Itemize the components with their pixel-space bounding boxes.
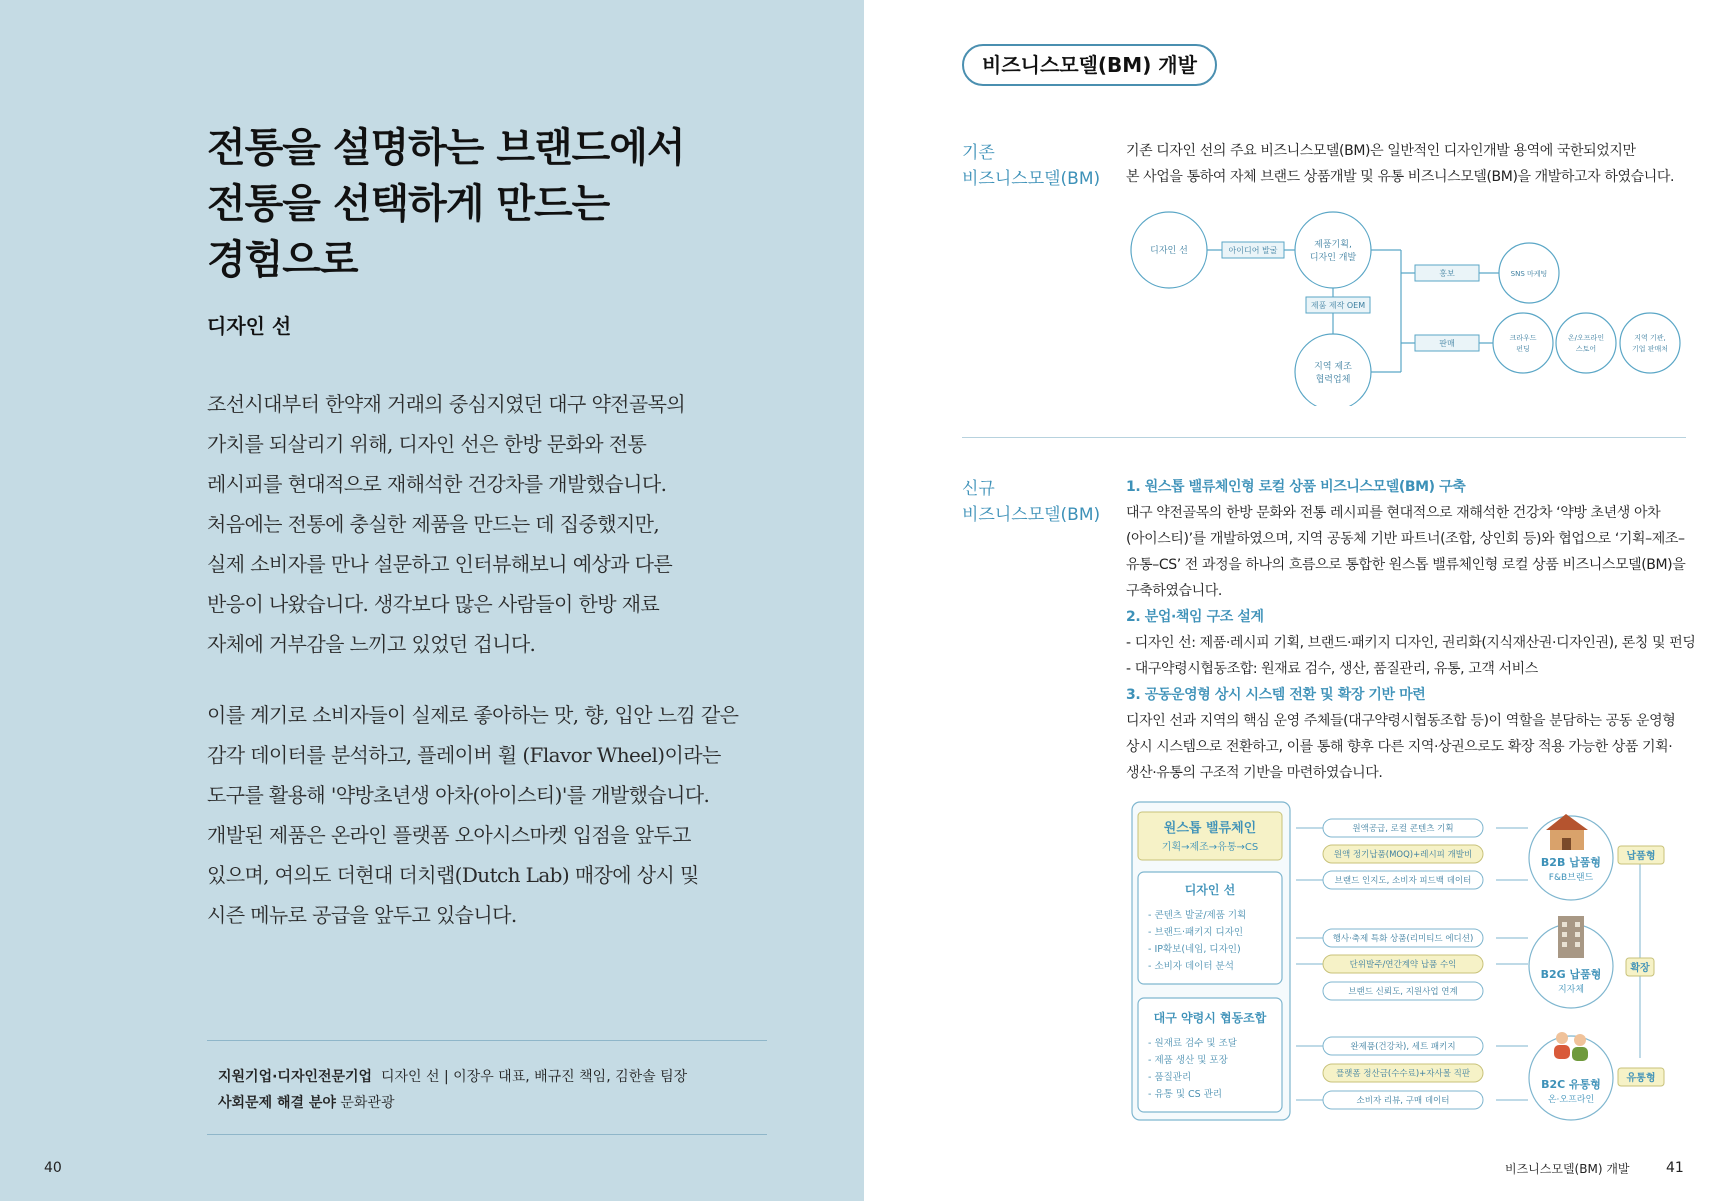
heading-2: 2. 분업·책임 구조 설계 (1126, 609, 1264, 625)
b2c-flow: 소비자 리뷰, 구매 데이터 (1356, 1096, 1450, 1106)
node-plan-line1: 제품기획, (1314, 240, 1352, 250)
node-plan-line2: 디자인 개발 (1309, 253, 1357, 263)
node-design-sun: 디자인 선 (1150, 246, 1188, 256)
node-inst-line2: 기업 판매처 (1631, 345, 1669, 353)
text-line: 유통–CS’ 전 과정을 하나의 흐름으로 통합한 원스톱 밸류체인형 로컬 상품 비즈니스모델(BM)을 (1126, 557, 1686, 573)
onestop-title: 원스톱 밸류체인 (1163, 821, 1257, 836)
company-name: 디자인 선 (207, 314, 292, 338)
design-box-title: 디자인 선 (1184, 883, 1236, 897)
label-line: 기존 (962, 143, 995, 163)
credit-label: 지원기업·디자인전문기업 (218, 1069, 373, 1085)
new-bm-diagram (1126, 800, 1690, 1130)
b2b-flow: 원액 정기납품(MOQ)+레시피 개발비 (1333, 850, 1473, 860)
tag-expand: 확장 (1630, 963, 1650, 974)
credit-line-1 (218, 1066, 687, 1086)
credit-divider-bottom (207, 1134, 767, 1135)
label-line: 비즈니스모델(BM) (962, 169, 1101, 189)
b2b-flow: 브랜드 인지도, 소비자 피드백 데이터 (1334, 876, 1472, 886)
b2b-title: B2B 납품형 (1540, 856, 1602, 869)
text-line: 생산·유통의 구조적 기반을 마련하였습니다. (1126, 765, 1383, 781)
b2b-sub: F&B브랜드 (1548, 873, 1594, 883)
b2c-flow: 완제품(건강차), 세트 패키지 (1350, 1042, 1456, 1052)
coop-item: - 제품 생산 및 포장 (1148, 1055, 1228, 1066)
credit-line-2 (218, 1092, 395, 1112)
heading-3: 3. 공동운영형 상시 시스템 전환 및 확장 기반 마련 (1126, 687, 1426, 703)
node-local-line2: 협력업체 (1315, 375, 1351, 385)
node-crowd-line1: 크라우드 (1509, 334, 1537, 342)
b2g-title: B2G 납품형 (1540, 968, 1602, 981)
b2c-flow: 플랫폼 정산금(수수료)+자사몰 직판 (1335, 1069, 1471, 1079)
text-line: 디자인 선과 지역의 핵심 운영 주체들(대구약령시협동조합 등)이 역할을 분담하는 공동 운영형 (1126, 713, 1676, 729)
building-icon (1558, 916, 1584, 958)
body-line: 이를 계기로 소비자들이 실제로 좋아하는 맛, 향, 입안 느낌 같은 (207, 703, 739, 727)
body-line: 자체에 거부감을 느끼고 있었던 겁니다. (207, 632, 536, 656)
onestop-sub: 기획→제조→유통→CS (1161, 842, 1259, 853)
text-line: 기존 디자인 선의 주요 비즈니스모델(BM)은 일반적인 디자인개발 용역에 국한되었지만 (1126, 143, 1636, 159)
text-line: 구축하였습니다. (1126, 583, 1222, 599)
text-line: - 디자인 선: 제품·레시피 기획, 브랜드·패키지 디자인, 권리화(지식재산권·디자인권), 론칭 및 펀딩 (1126, 635, 1696, 651)
body-line: 개발된 제품은 온라인 플랫폼 오아시스마켓 입점을 앞두고 (207, 823, 691, 847)
section-divider (962, 437, 1686, 438)
coop-box-title: 대구 약령시 협동조합 (1153, 1011, 1267, 1025)
body-line: 가치를 되살리기 위해, 디자인 선은 한방 문화와 전통 (207, 432, 647, 456)
body-line: 레시피를 현대적으로 재해석한 건강차를 개발했습니다. (207, 472, 667, 496)
label-line: 비즈니스모델(BM) (962, 505, 1101, 525)
label-line: 신규 (962, 479, 995, 499)
existing-bm-label (962, 140, 1100, 192)
node-inst-line1: 지역 기관, (1634, 334, 1666, 342)
node-sns: SNS 마케팅 (1510, 270, 1548, 278)
node-crowd-line2: 펀딩 (1516, 345, 1530, 353)
design-item: - 콘텐츠 발굴/제품 기획 (1148, 910, 1247, 921)
tag-dist: 유통형 (1626, 1073, 1656, 1084)
body-line: 있으며, 여의도 더현대 더치랩(Dutch Lab) 매장에 상시 및 (207, 863, 699, 887)
body-line: 처음에는 전통에 충실한 제품을 만드는 데 집중했지만, (207, 512, 660, 536)
body-paragraph-1 (207, 384, 827, 664)
body-paragraph-2 (207, 695, 827, 935)
heading-1: 1. 원스톱 밸류체인형 로컬 상품 비즈니스모델(BM) 구축 (1126, 479, 1466, 495)
b2g-flow: 단위발주/연간계약 납품 수익 (1349, 960, 1457, 970)
tag-supply: 납품형 (1626, 851, 1656, 862)
page-number-right: 41 (1666, 1160, 1684, 1176)
b2b-flow: 원액공급, 로컬 콘텐츠 기획 (1352, 824, 1454, 834)
design-item: - 소비자 데이터 분석 (1148, 961, 1234, 972)
existing-bm-diagram (1126, 206, 1686, 406)
body-line: 반응이 나왔습니다. 생각보다 많은 사람들이 한방 재료 (207, 592, 660, 616)
b2g-sub: 지자체 (1557, 985, 1585, 995)
text-line: 대구 약전골목의 한방 문화와 전통 레시피를 현대적으로 재해석한 건강차 ‘약방 초년생 아차 (1126, 505, 1661, 521)
design-item: - IP확보(네임, 디자인) (1148, 944, 1241, 955)
new-bm-label (962, 476, 1100, 528)
credit-divider-top (207, 1040, 767, 1041)
node-store-line1: 온/오프라인 (1567, 334, 1605, 342)
credit-value: 문화관광 (340, 1095, 395, 1111)
credit-label: 사회문제 해결 분야 (218, 1095, 336, 1111)
page-number-left: 40 (44, 1160, 62, 1176)
text-line: (아이스티)’를 개발하였으며, 지역 공동체 기반 파트너(조합, 상인회 등)와 협업으로 ‘기획–제조– (1126, 531, 1685, 547)
body-line: 도구를 활용해 '약방초년생 아차(아이스티)'를 개발했습니다. (207, 783, 710, 807)
page-title (207, 120, 847, 288)
node-local-line1: 지역 제조 (1314, 362, 1352, 372)
title-line-3: 경험으로 (207, 237, 358, 283)
flow-promo: 홍보 (1439, 269, 1455, 278)
flow-idea: 아이디어 발굴 (1228, 246, 1278, 255)
body-line: 조선시대부터 한약재 거래의 중심지였던 대구 약전골목의 (207, 392, 686, 416)
text-line: - 대구약령시협동조합: 원재료 검수, 생산, 품질관리, 유통, 고객 서비스 (1126, 661, 1538, 677)
design-item: - 브랜드·패키지 디자인 (1148, 927, 1244, 938)
coop-item: - 유통 및 CS 관리 (1148, 1089, 1223, 1100)
title-line-1: 전통을 설명하는 브랜드에서 (207, 125, 685, 171)
coop-item: - 원재료 검수 및 조달 (1148, 1038, 1237, 1049)
body-line: 실제 소비자를 만나 설문하고 인터뷰해보니 예상과 다른 (207, 552, 673, 576)
flow-oem: 제품 제작 OEM (1310, 301, 1366, 310)
running-footer: 비즈니스모델(BM) 개발 (1505, 1162, 1630, 1176)
b2g-flow: 브랜드 신뢰도, 지원사업 연계 (1348, 987, 1458, 997)
existing-bm-text (1126, 138, 1691, 190)
flow-sales: 판매 (1439, 339, 1455, 348)
b2c-sub: 온·오프라인 (1547, 1095, 1595, 1105)
body-line: 감각 데이터를 분석하고, 플레이버 휠 (Flavor Wheel)이라는 (207, 743, 721, 767)
b2g-flow: 행사·축제 특화 상품(리미티드 에디션) (1332, 934, 1474, 944)
body-line: 시즌 메뉴로 공급을 앞두고 있습니다. (207, 903, 517, 927)
new-bm-text (1126, 474, 1696, 786)
coop-item: - 품질관리 (1148, 1072, 1192, 1083)
section-title-pill: 비즈니스모델(BM) 개발 (962, 44, 1217, 86)
text-line: 상시 시스템으로 전환하고, 이를 통해 향후 다른 지역·상권으로도 확장 적용 가능한 상품 기획· (1126, 739, 1673, 755)
text-line: 본 사업을 통하여 자체 브랜드 상품개발 및 유통 비즈니스모델(BM)을 개발하고자 하였습니다. (1126, 169, 1675, 185)
node-store-line2: 스토어 (1575, 345, 1597, 353)
credit-value: 디자인 선 | 이장우 대표, 배규진 책임, 김한솔 팀장 (381, 1069, 688, 1085)
b2c-title: B2C 유통형 (1541, 1078, 1601, 1091)
title-line-2: 전통을 선택하게 만드는 (207, 181, 610, 227)
